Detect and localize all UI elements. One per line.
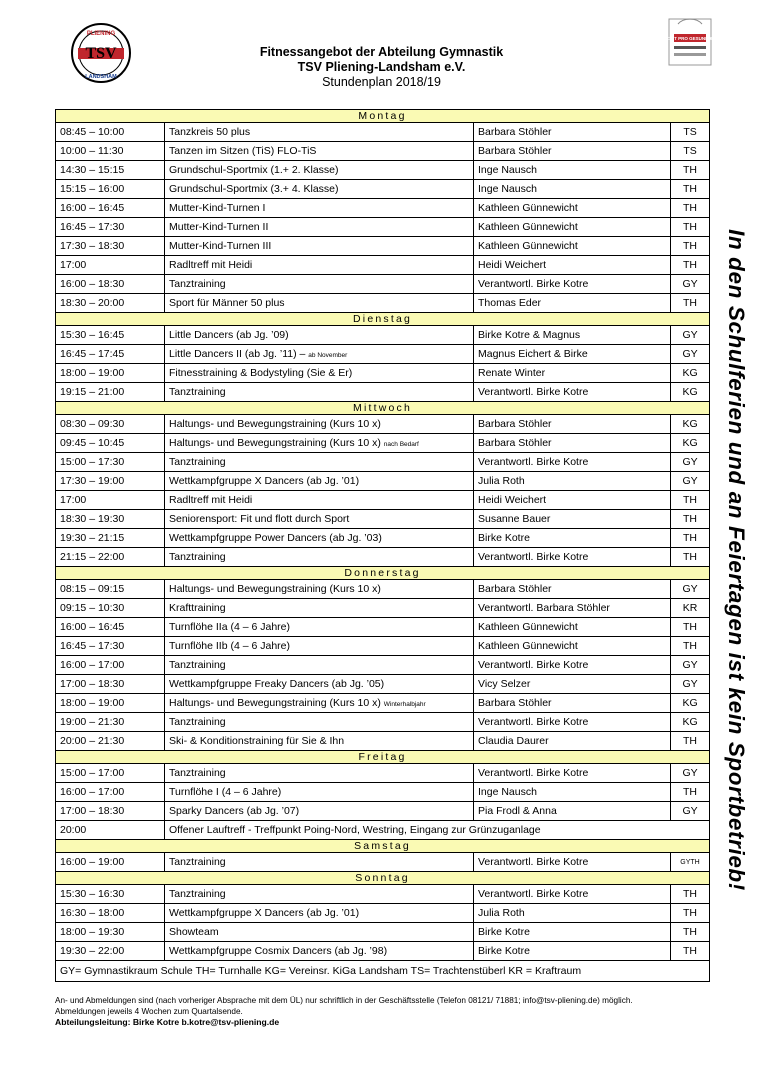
day-header-row — [56, 567, 710, 580]
leader-cell: Julia Roth — [474, 904, 671, 923]
time-cell: 08:30 – 09:30 — [56, 415, 165, 434]
leader-cell: Verantwortl. Birke Kotre — [474, 275, 671, 294]
time-cell: 21:15 – 22:00 — [56, 548, 165, 567]
course-cell — [165, 142, 474, 161]
course-cell — [165, 415, 474, 434]
schedule-row — [56, 764, 710, 783]
logo-bottom-text: LANDSHAM — [85, 74, 117, 80]
schedule-row — [56, 434, 710, 453]
course-name: Mutter-Kind-Turnen III — [169, 240, 272, 252]
course-cell — [165, 510, 474, 529]
course-name: Tanztraining — [169, 767, 226, 779]
room-cell: GY — [671, 453, 710, 472]
schedule-row — [56, 415, 710, 434]
course-cell — [165, 904, 474, 923]
course-name: Turnflöhe I (4 – 6 Jahre) — [169, 786, 282, 798]
course-cell — [165, 853, 474, 872]
schedule-row — [56, 885, 710, 904]
side-notice-text: In den Schulferien und an Feiertagen ist kein Sportbetrieb! — [724, 229, 749, 891]
room-cell: KG — [671, 694, 710, 713]
room-cell: GY — [671, 326, 710, 345]
room-cell: TH — [671, 732, 710, 751]
time-cell: 16:45 – 17:30 — [56, 218, 165, 237]
logo-mid-text: TSV — [85, 45, 117, 62]
course-cell — [165, 472, 474, 491]
time-cell: 10:00 – 11:30 — [56, 142, 165, 161]
time-cell: 16:00 – 16:45 — [56, 199, 165, 218]
day-header: Donnerstag — [56, 567, 710, 580]
time-cell: 17:30 – 18:30 — [56, 237, 165, 256]
time-cell: 16:00 – 17:00 — [56, 783, 165, 802]
leader-cell: Magnus Eichert & Birke — [474, 345, 671, 364]
course-cell — [165, 529, 474, 548]
schedule-row — [56, 783, 710, 802]
leader-cell: Barbara Stöhler — [474, 415, 671, 434]
day-header-row — [56, 402, 710, 415]
room-cell: TH — [671, 885, 710, 904]
room-cell: GY — [671, 275, 710, 294]
time-cell: 17:00 — [56, 491, 165, 510]
leader-cell: Inge Nausch — [474, 783, 671, 802]
time-cell: 16:30 – 18:00 — [56, 904, 165, 923]
course-cell — [165, 294, 474, 313]
room-cell: TH — [671, 510, 710, 529]
course-name: Tanzen im Sitzen (TiS) FLO-TiS — [169, 145, 317, 157]
schedule-row — [56, 656, 710, 675]
leader-cell: Barbara Stöhler — [474, 434, 671, 453]
course-name: Haltungs- und Bewegungstraining (Kurs 10 x) — [169, 697, 381, 709]
course-name: Turnflöhe IIa (4 – 6 Jahre) — [169, 621, 291, 633]
time-cell: 09:45 – 10:45 — [56, 434, 165, 453]
course-note: Winterhalbjahr — [383, 701, 426, 708]
course-cell — [165, 885, 474, 904]
leader-cell: Kathleen Günnewicht — [474, 237, 671, 256]
room-cell: TH — [671, 942, 710, 961]
time-cell: 20:00 – 21:30 — [56, 732, 165, 751]
schedule-row — [56, 821, 710, 840]
time-cell: 15:15 – 16:00 — [56, 180, 165, 199]
course-cell — [165, 453, 474, 472]
schedule-row — [56, 161, 710, 180]
course-cell — [165, 656, 474, 675]
schedule-row — [56, 256, 710, 275]
course-name: Tanztraining — [169, 888, 226, 900]
leader-cell: Susanne Bauer — [474, 510, 671, 529]
course-cell — [165, 218, 474, 237]
course-name: Radltreff mit Heidi — [169, 494, 253, 506]
schedule-row — [56, 599, 710, 618]
leader-cell: Heidi Weichert — [474, 256, 671, 275]
room-cell: GYTH — [671, 853, 710, 872]
course-cell: Offener Lauftreff - Treffpunkt Poing-Nord, Westring, Eingang zur Grünzuganlage — [165, 821, 710, 840]
course-name: Grundschul-Sportmix (3.+ 4. Klasse) — [169, 183, 339, 195]
room-cell: KG — [671, 434, 710, 453]
course-name: Little Dancers (ab Jg. ’09) — [169, 329, 289, 341]
schedule-row — [56, 294, 710, 313]
time-cell: 16:45 – 17:30 — [56, 637, 165, 656]
course-name: Sparky Dancers (ab Jg. ’07) — [169, 805, 300, 817]
room-cell: TH — [671, 618, 710, 637]
room-cell: GY — [671, 675, 710, 694]
course-cell — [165, 599, 474, 618]
schedule-row — [56, 675, 710, 694]
room-cell: KG — [671, 364, 710, 383]
time-cell: 18:00 – 19:00 — [56, 364, 165, 383]
time-cell: 09:15 – 10:30 — [56, 599, 165, 618]
course-name: Tanztraining — [169, 551, 226, 563]
course-name: Mutter-Kind-Turnen II — [169, 221, 269, 233]
leader-cell: Inge Nausch — [474, 180, 671, 199]
header-title: Fitnessangebot der Abteilung Gymnastik — [259, 45, 504, 59]
day-header: Freitag — [56, 751, 710, 764]
course-cell — [165, 123, 474, 142]
course-cell — [165, 364, 474, 383]
room-cell: GY — [671, 580, 710, 599]
course-name: Ski- & Konditionstraining für Sie & Ihn — [169, 735, 345, 747]
footer — [55, 995, 715, 1028]
course-cell — [165, 256, 474, 275]
course-name: Grundschul-Sportmix (1.+ 2. Klasse) — [169, 164, 339, 176]
leader-cell: Birke Kotre — [474, 529, 671, 548]
course-cell — [165, 694, 474, 713]
schedule-row — [56, 853, 710, 872]
course-name: Radltreff mit Heidi — [169, 259, 253, 271]
room-legend: GY= Gymnastikraum Schule TH= Turnhalle KG= Vereinsr. KiGa Landsham TS= Trachtenstüberl KR = Kraftraum — [56, 961, 710, 982]
course-cell — [165, 326, 474, 345]
course-name: Wettkampfgruppe Cosmix Dancers (ab Jg. ’98) — [169, 945, 388, 957]
course-name: Little Dancers II (ab Jg. ’11) – — [169, 348, 306, 360]
course-cell — [165, 434, 474, 453]
leader-cell: Kathleen Günnewicht — [474, 637, 671, 656]
room-cell: TH — [671, 218, 710, 237]
room-cell: KG — [671, 383, 710, 402]
room-cell: TH — [671, 548, 710, 567]
course-cell — [165, 491, 474, 510]
leader-cell: Verantwortl. Birke Kotre — [474, 713, 671, 732]
course-name: Tanztraining — [169, 386, 226, 398]
schedule-row — [56, 237, 710, 256]
time-cell: 08:15 – 09:15 — [56, 580, 165, 599]
course-name: Tanzkreis 50 plus — [169, 126, 251, 138]
course-name: Seniorensport: Fit und flott durch Sport — [169, 513, 350, 525]
leader-cell: Heidi Weichert — [474, 491, 671, 510]
course-name: Fitnesstraining & Bodystyling (Sie & Er) — [169, 367, 353, 379]
course-cell — [165, 675, 474, 694]
day-header: Sonntag — [56, 872, 710, 885]
footer-cancellation-note: Abmeldungen jeweils 4 Wochen zum Quartalsende. — [55, 1007, 243, 1016]
header-club-name: TSV Pliening-Landsham e.V. — [297, 60, 466, 74]
time-cell: 16:00 – 18:30 — [56, 275, 165, 294]
room-cell: TH — [671, 923, 710, 942]
course-name: Mutter-Kind-Turnen I — [169, 202, 266, 214]
course-cell — [165, 548, 474, 567]
course-name: Showteam — [169, 926, 219, 938]
room-cell: TH — [671, 637, 710, 656]
room-cell: TH — [671, 199, 710, 218]
time-cell: 19:30 – 22:00 — [56, 942, 165, 961]
schedule-row — [56, 199, 710, 218]
time-cell: 17:00 — [56, 256, 165, 275]
course-name: Tanztraining — [169, 856, 226, 868]
leader-cell: Kathleen Günnewicht — [474, 618, 671, 637]
course-name: Wettkampfgruppe Power Dancers (ab Jg. ’03) — [169, 532, 382, 544]
schedule-row — [56, 942, 710, 961]
course-cell — [165, 237, 474, 256]
course-cell — [165, 923, 474, 942]
schedule-row — [56, 529, 710, 548]
day-header: Montag — [56, 110, 710, 123]
course-cell — [165, 345, 474, 364]
schedule-row — [56, 275, 710, 294]
schedule-row — [56, 180, 710, 199]
course-name: Wettkampfgruppe X Dancers (ab Jg. ’01) — [169, 907, 360, 919]
time-cell: 15:30 – 16:30 — [56, 885, 165, 904]
leader-cell: Verantwortl. Birke Kotre — [474, 656, 671, 675]
course-name: Haltungs- und Bewegungstraining (Kurs 10 x) — [169, 583, 381, 595]
footer-registration-note: An- und Abmeldungen sind (nach vorheriger Absprache mit dem ÜL) nur schriftlich in der Geschäftsstelle (Telefon 08121/ 71881; info@tsv-pliening.de) möglich. — [55, 996, 633, 1005]
room-cell: TH — [671, 783, 710, 802]
course-cell — [165, 713, 474, 732]
schedule-row — [56, 548, 710, 567]
room-cell: TH — [671, 161, 710, 180]
day-header: Mittwoch — [56, 402, 710, 415]
course-cell — [165, 764, 474, 783]
leader-cell: Verantwortl. Birke Kotre — [474, 453, 671, 472]
time-cell: 19:00 – 21:30 — [56, 713, 165, 732]
legend-row — [56, 961, 710, 982]
schedule-row — [56, 326, 710, 345]
course-name: Tanztraining — [169, 659, 226, 671]
course-name: Sport für Männer 50 plus — [169, 297, 285, 309]
schedule-row — [56, 453, 710, 472]
day-header-row — [56, 872, 710, 885]
leader-cell: Birke Kotre — [474, 942, 671, 961]
time-cell: 16:45 – 17:45 — [56, 345, 165, 364]
room-cell: KG — [671, 713, 710, 732]
leader-cell: Verantwortl. Birke Kotre — [474, 853, 671, 872]
schedule-row — [56, 802, 710, 821]
schedule-row — [56, 618, 710, 637]
course-cell — [165, 732, 474, 751]
leader-cell: Verantwortl. Birke Kotre — [474, 885, 671, 904]
seal-text: SPORT PRO GESUNDHEIT — [661, 36, 719, 41]
room-cell: TS — [671, 142, 710, 161]
room-cell: TH — [671, 180, 710, 199]
time-cell: 18:30 – 20:00 — [56, 294, 165, 313]
leader-cell: Barbara Stöhler — [474, 123, 671, 142]
leader-cell: Pia Frodl & Anna — [474, 802, 671, 821]
room-cell: TS — [671, 123, 710, 142]
course-name: Turnflöhe IIb (4 – 6 Jahre) — [169, 640, 291, 652]
time-cell: 19:30 – 21:15 — [56, 529, 165, 548]
day-header-row — [56, 751, 710, 764]
schedule-row — [56, 732, 710, 751]
schedule-row — [56, 142, 710, 161]
time-cell: 17:30 – 19:00 — [56, 472, 165, 491]
schedule-row — [56, 491, 710, 510]
time-cell: 15:30 – 16:45 — [56, 326, 165, 345]
time-cell: 15:00 – 17:30 — [56, 453, 165, 472]
course-name: Wettkampfgruppe X Dancers (ab Jg. ’01) — [169, 475, 360, 487]
day-header: Samstag — [56, 840, 710, 853]
leader-cell: Inge Nausch — [474, 161, 671, 180]
leader-cell: Kathleen Günnewicht — [474, 199, 671, 218]
course-cell — [165, 383, 474, 402]
day-header-row — [56, 840, 710, 853]
header-schedule-year: Stundenplan 2018/19 — [322, 75, 441, 89]
course-note: ab November — [308, 352, 348, 359]
time-cell: 16:00 – 19:00 — [56, 853, 165, 872]
schedule-row — [56, 923, 710, 942]
schedule-row — [56, 218, 710, 237]
leader-cell: Verantwortl. Barbara Stöhler — [474, 599, 671, 618]
time-cell: 18:00 – 19:30 — [56, 923, 165, 942]
course-name: Haltungs- und Bewegungstraining (Kurs 10 x) — [169, 437, 381, 449]
schedule-row — [56, 472, 710, 491]
course-cell — [165, 618, 474, 637]
leader-cell: Thomas Eder — [474, 294, 671, 313]
leader-cell: Vicy Selzer — [474, 675, 671, 694]
schedule-row — [56, 510, 710, 529]
schedule-row — [56, 904, 710, 923]
course-cell — [165, 275, 474, 294]
leader-cell: Julia Roth — [474, 472, 671, 491]
leader-cell: Claudia Daurer — [474, 732, 671, 751]
footer-department-lead: Abteilungsleitung: Birke Kotre b.kotre@tsv-pliening.de — [55, 1017, 280, 1027]
leader-cell: Barbara Stöhler — [474, 694, 671, 713]
course-note: nach Bedarf — [383, 441, 419, 448]
leader-cell: Verantwortl. Birke Kotre — [474, 548, 671, 567]
side-notice — [716, 110, 756, 1010]
course-name: Haltungs- und Bewegungstraining (Kurs 10 x) — [169, 418, 381, 430]
room-cell: KG — [671, 415, 710, 434]
time-cell: 17:00 – 18:30 — [56, 802, 165, 821]
room-cell: TH — [671, 904, 710, 923]
course-cell — [165, 199, 474, 218]
day-header-row — [56, 110, 710, 123]
time-cell: 17:00 – 18:30 — [56, 675, 165, 694]
schedule-row — [56, 345, 710, 364]
leader-cell: Renate Winter — [474, 364, 671, 383]
time-cell: 16:00 – 16:45 — [56, 618, 165, 637]
document-header — [0, 45, 763, 90]
day-header-row — [56, 313, 710, 326]
leader-cell: Barbara Stöhler — [474, 580, 671, 599]
room-cell: GY — [671, 656, 710, 675]
time-cell: 16:00 – 17:00 — [56, 656, 165, 675]
course-cell — [165, 180, 474, 199]
leader-cell: Kathleen Günnewicht — [474, 218, 671, 237]
time-cell: 19:15 – 21:00 — [56, 383, 165, 402]
day-header: Dienstag — [56, 313, 710, 326]
schedule-row — [56, 637, 710, 656]
course-cell — [165, 637, 474, 656]
schedule-row — [56, 123, 710, 142]
room-cell: GY — [671, 764, 710, 783]
schedule-row — [56, 580, 710, 599]
time-cell: 18:00 – 19:00 — [56, 694, 165, 713]
course-name: Tanztraining — [169, 716, 226, 728]
room-cell: TH — [671, 294, 710, 313]
course-name: Tanztraining — [169, 278, 226, 290]
leader-cell: Birke Kotre & Magnus — [474, 326, 671, 345]
schedule-table — [55, 109, 710, 982]
room-cell: GY — [671, 802, 710, 821]
room-cell: TH — [671, 529, 710, 548]
course-cell — [165, 580, 474, 599]
course-name: Tanztraining — [169, 456, 226, 468]
course-cell — [165, 802, 474, 821]
schedule-row — [56, 364, 710, 383]
logo-top-text: PLIENING — [86, 31, 116, 37]
time-cell: 20:00 — [56, 821, 165, 840]
course-cell — [165, 942, 474, 961]
room-cell: KR — [671, 599, 710, 618]
room-cell: TH — [671, 491, 710, 510]
time-cell: 18:30 – 19:30 — [56, 510, 165, 529]
leader-cell: Barbara Stöhler — [474, 142, 671, 161]
course-name: Krafttraining — [169, 602, 226, 614]
room-cell: TH — [671, 256, 710, 275]
course-name: Wettkampfgruppe Freaky Dancers (ab Jg. ’05) — [169, 678, 385, 690]
leader-cell: Verantwortl. Birke Kotre — [474, 383, 671, 402]
course-cell — [165, 783, 474, 802]
time-cell: 14:30 – 15:15 — [56, 161, 165, 180]
leader-cell: Verantwortl. Birke Kotre — [474, 764, 671, 783]
room-cell: GY — [671, 472, 710, 491]
time-cell: 15:00 – 17:00 — [56, 764, 165, 783]
schedule-row — [56, 713, 710, 732]
time-cell: 08:45 – 10:00 — [56, 123, 165, 142]
schedule-row — [56, 694, 710, 713]
schedule-row — [56, 383, 710, 402]
leader-cell: Birke Kotre — [474, 923, 671, 942]
room-cell: GY — [671, 345, 710, 364]
course-cell — [165, 161, 474, 180]
room-cell: TH — [671, 237, 710, 256]
